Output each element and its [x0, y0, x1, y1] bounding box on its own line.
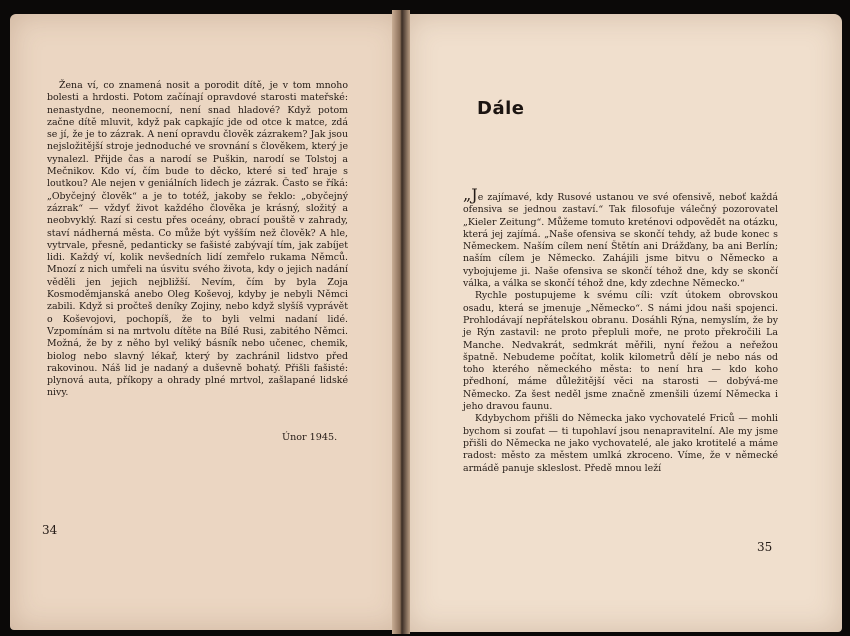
- chapter-heading: Dále: [477, 98, 525, 119]
- right-paragraph-2: Rychle postupujeme k svému cíli: vzít útokem obrovskou osadu, která se jmenuje „Německo“. S námi jdou naši spojenci. Prohlodávají nepřátelskou obranu. Dosáhli Rýna, nemyslím, že by je Rýn zastavil: ne proto přepluli moře, ne proto překročili La Manche. Nedvakrát, sedmkrát měřili, nyní řežou a neřežou špatně. Nebudeme počítat, kolik kilometrů dělí je nebo nás od toho kterého německého města: to není hra — kdo koho předhoní, máme důležitější věci na starosti — dobývá-me Německo. Za šest neděl jsme značně zmenšili území Německa i jeho dravou faunu.: [463, 290, 778, 413]
- book-gutter: [392, 10, 410, 634]
- date-signature: Únor 1945.: [282, 432, 338, 443]
- page-number-right: 35: [757, 540, 773, 554]
- left-paragraph: Žena ví, co znamená nosit a porodit dítě, je v tom mnoho bolesti a hrdosti. Potom začínají opravdové starosti mateřské: nenastydne, neonemocní, není snad hladové? Když potom začne dítě mluvit, když pak capkajíc jde od otce k matce, zdá se jí, že je to zázrak. A není opravdu člověk zázrakem? Jak jsou nejsložitější stroje jednoduché ve srovnání s člověkem, který je vynalezl. Přijde čas a narodí se Puškin, narodí se Tolstoj a Mečnikov. Kdo ví, čím bude to děcko, které si teď hraje s loutkou? Ale nejen v geniálních lidech je zázrak. Často se říká: „Obyčejný člověk“ a je to totéž, jakoby se řeklo: „obyčejný zázrak“ — vždyť život každého člověka je krásný, složitý a neobvyklý. Razí si cestu přes oceány, obrací pouště v zahrady, staví nádherná města. Co může být vyšším než člověk? A hle, vytrvale, přesně, pedanticky se fašisté zabývají tím, jak zabíjet lidi. Každý ví, kolik nevšedních lidí zemřelo rukama Němců. Mnozí z nich umřeli na úsvitu svého života, kdy o jejich nadání věděli jen jejich nejbližší. Nevím, čím by byla Zoja Kosmoděmjanská anebo Oleg Koševoj, kdyby je nebyli Němci zabili. Když si pročteš deníky Zojiny, nebo když slyšíš vyprávět o Koševojovi, pochopíš, že to byli velmi nadaní lidé. Vzpomínám si na mrtvolu dítěte na Bílé Rusi, zabitého Němci. Možná, že by z něho byl veliký básník nebo učenec, chemik, biolog nebo slavný lékař, který by zachránil lidstvo před rakovinou. Náš lid je nadaný a duševně bohatý. Přišli fašisté: plynová auta, příkopy a ohrady plné mrtvol, zašlapané lidské nivy.: [47, 80, 348, 399]
- left-page-text: [47, 80, 348, 400]
- right-paragraph-1: [463, 185, 778, 290]
- page-number-left: 34: [42, 523, 58, 537]
- opening-quote-dropcap: „J: [463, 185, 478, 204]
- right-page-text: [463, 185, 778, 475]
- right-paragraph-3: Kdybychom přišli do Německa jako vychovatelé Friců — mohli bychom si zoufat — ti tupohlaví jsou nenapravitelní. Ale my jsme přišli do Německa ne jako vychovatelé, ale jako krotitelé a máme radost: město za městem umlká zkroceno. Víme, že v německé armádě panuje skleslost. Předě mnou leží: [463, 413, 778, 474]
- right-paragraph-1-text: e zajímavé, kdy Rusové ustanou ve své ofensivě, neboť každá ofensiva se jednou zastaví.“ Tak filosofuje válečný pozorovatel „Kieler Zeitung“. Můžeme tomuto kreténovi odpovědět na otázku, která jej zajímá. „Naše ofensiva se skončí tehdy, až bude konec s Německem. Naším cílem není Štětín ani Drážďany, ba ani Berlín; naším cílem je Německo. Zahájili jsme bitvu o Německo a vybojujeme ji. Naše ofensiva se skončí téhož dne, kdy se skončí válka, a válka se skončí téhož dne, kdy zdechne Německo.“: [463, 192, 778, 290]
